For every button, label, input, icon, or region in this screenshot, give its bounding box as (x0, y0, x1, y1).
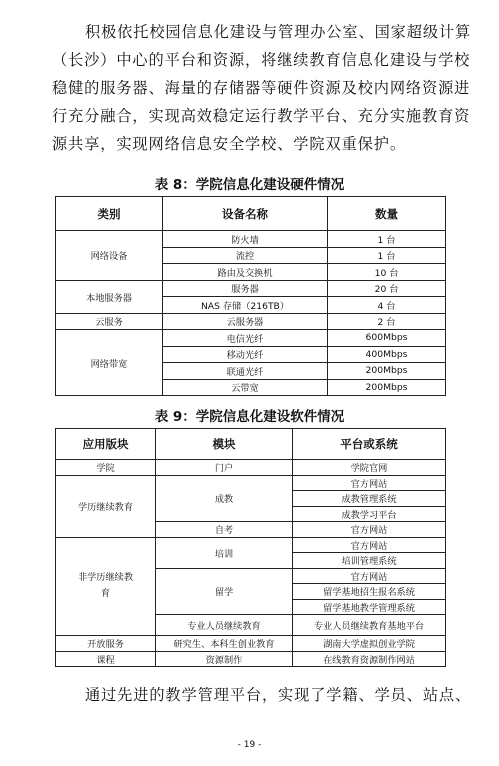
table-row (56, 460, 446, 476)
system-cell: 官方网站 (293, 537, 446, 553)
system-cell: 在线教育资源制作网站 (293, 651, 446, 667)
device-cell: 联通光纤 (163, 363, 328, 380)
system-cell: 成教学习平台 (293, 506, 446, 522)
module-cell: 留学 (156, 568, 293, 615)
device-cell: NAS 存储（216TB） (163, 297, 328, 314)
module-cell: 自考 (156, 522, 293, 538)
table-row (56, 636, 446, 652)
category-cell: 本地服务器 (56, 280, 163, 313)
column-header: 应用版块 (56, 429, 156, 460)
system-cell: 湖南大学虚拟创业学院 (293, 636, 446, 652)
module-cell: 专业人员继续教育 (156, 615, 293, 636)
table-row (56, 651, 446, 667)
table-row (56, 537, 446, 553)
quantity-cell: 1 台 (328, 231, 446, 248)
table-header-row (56, 197, 446, 231)
hardware-table (55, 196, 446, 396)
table-row (56, 475, 446, 491)
section-cell: 课程 (56, 651, 156, 667)
system-cell: 成教管理系统 (293, 491, 446, 507)
quantity-cell: 600Mbps (328, 330, 446, 347)
quantity-cell: 1 台 (328, 247, 446, 264)
device-cell: 防火墙 (163, 231, 328, 248)
quantity-cell: 10 台 (328, 264, 446, 281)
device-cell: 云带宽 (163, 379, 328, 396)
column-header: 模块 (156, 429, 293, 460)
quantity-cell: 200Mbps (328, 379, 446, 396)
column-header: 平台或系统 (293, 429, 446, 460)
table-row (56, 330, 446, 347)
quantity-cell: 4 台 (328, 297, 446, 314)
system-cell: 官方网站 (293, 568, 446, 584)
intro-line: 源共享，实现网络信息安全学校、学院双重保护。 (52, 135, 406, 153)
module-cell: 培训 (156, 537, 293, 568)
intro-line: （长沙）中心的平台和资源，将继续教育信息化建设与学校 (52, 51, 471, 69)
section-cell: 学历继续教育 (56, 475, 156, 537)
device-cell: 电信光纤 (163, 330, 328, 347)
system-cell: 留学基地教学管理系统 (293, 599, 446, 615)
system-cell: 专业人员继续教育基地平台 (293, 615, 446, 636)
module-cell: 资源制作 (156, 651, 293, 667)
intro-line: 积极依托校园信息化建设与管理办公室、国家超级计算 (85, 23, 472, 41)
intro-line: 稳健的服务器、海量的存储器等硬件资源及校内网络资源进 (52, 79, 471, 97)
category-cell: 云服务 (56, 313, 163, 330)
device-cell: 移动光纤 (163, 346, 328, 363)
table9-caption: 表 9：学院信息化建设软件情况 (154, 409, 345, 425)
column-header: 类别 (56, 197, 163, 231)
intro-line: 行充分融合，实现高效稳定运行教学平台、充分实施教育资 (52, 107, 471, 125)
quantity-cell: 200Mbps (328, 363, 446, 380)
page-number: - 19 - (237, 740, 262, 750)
section-cell: 开放服务 (56, 636, 156, 652)
system-cell: 官方网站 (293, 522, 446, 538)
quantity-cell: 2 台 (328, 313, 446, 330)
column-header: 数量 (328, 197, 446, 231)
column-header: 设备名称 (163, 197, 328, 231)
system-cell: 学院官网 (293, 460, 446, 476)
category-cell: 网络带宽 (56, 330, 163, 396)
device-cell: 流控 (163, 247, 328, 264)
software-table (55, 428, 446, 667)
table-row (56, 313, 446, 330)
closing-line: 通过先进的教学管理平台，实现了学籍、学员、站点、 (85, 686, 472, 704)
table-header-row (56, 429, 446, 460)
closing-paragraph (52, 681, 472, 709)
table-row (56, 280, 446, 297)
quantity-cell: 400Mbps (328, 346, 446, 363)
intro-paragraph (52, 18, 472, 158)
section-label: 非学历继续教育 (77, 572, 134, 600)
module-cell: 成教 (156, 475, 293, 522)
category-cell: 网络设备 (56, 231, 163, 281)
device-cell: 路由及交换机 (163, 264, 328, 281)
section-cell (56, 537, 156, 636)
device-cell: 服务器 (163, 280, 328, 297)
system-cell: 培训管理系统 (293, 553, 446, 569)
table-row (56, 231, 446, 248)
device-cell: 云服务器 (163, 313, 328, 330)
table8-caption: 表 8：学院信息化建设硬件情况 (154, 177, 345, 193)
module-cell: 门户 (156, 460, 293, 476)
system-cell: 官方网站 (293, 475, 446, 491)
system-cell: 留学基地招生报名系统 (293, 584, 446, 600)
quantity-cell: 20 台 (328, 280, 446, 297)
section-cell: 学院 (56, 460, 156, 476)
module-cell: 研究生、本科生创业教育 (156, 636, 293, 652)
